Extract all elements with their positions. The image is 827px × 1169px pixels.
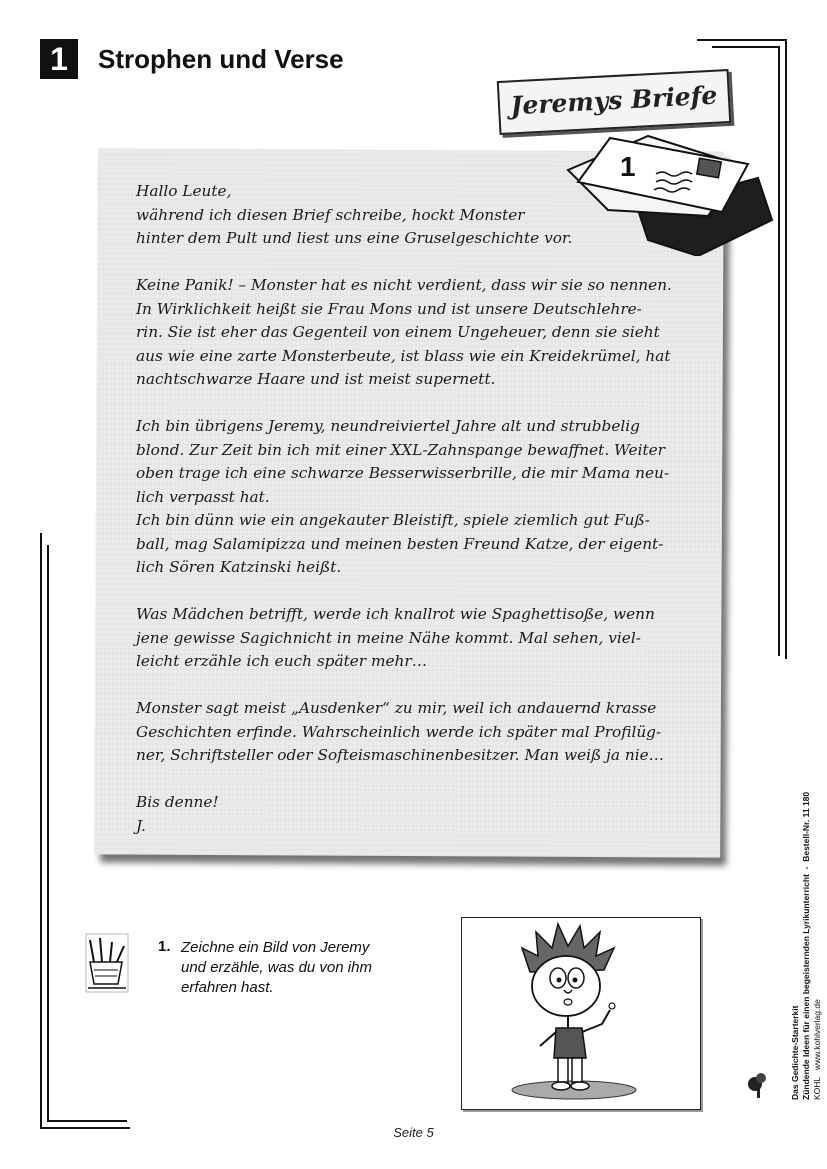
envelope-number: 1 xyxy=(620,151,636,182)
task-number: 1. xyxy=(158,938,171,955)
letter-paragraph: Monster sagt meist „Ausdenker“ zu mir, weil ich andauernd krasse Geschichten erfinde. Wahrscheinlich werde ich später mal Profilüg- ner, Schriftsteller oder Softeismaschinenbesitzer. Man weiß ja nie… xyxy=(136,699,664,764)
frame-line-right-inner xyxy=(778,46,780,656)
frame-line-bottom-inner xyxy=(47,1120,127,1122)
frame-line-left xyxy=(40,533,42,1129)
jeremy-illustration xyxy=(462,918,700,1109)
frame-line-top-inner xyxy=(712,46,780,48)
side-order-number: Bestell-Nr. 11 180 xyxy=(801,791,811,862)
frame-line-top xyxy=(697,39,787,41)
picture-frame xyxy=(461,917,701,1110)
task-instruction: Zeichne ein Bild von Jeremy und erzähle, was du von ihm erfahren hast. xyxy=(181,939,372,996)
side-website: www.kohlverlag.de xyxy=(812,999,822,1071)
sign-text: Jeremys Briefe xyxy=(509,80,719,121)
letter-paragraph: Hallo Leute, während ich diesen Brief schreibe, hockt Monster hinter dem Pult und liest uns eine Gruselgeschichte vor. xyxy=(136,182,573,247)
frame-line-left-inner xyxy=(47,545,49,1120)
letter-paragraph: Ich bin übrigens Jeremy, neundreiviertel Jahre alt und strubbelig blond. Zur Zeit bin ich mit einer XXL-Zahnspange bewaffnet. Weiter oben trage ich eine schwarze Besserwisserbrille, die mir Mama neu- lich verpasst hat. Ich bin dünn wie ein angekauter Bleistift, spiele ziemlich gut Fuß- ball, mag Salamipizza und meinen besten Freund Katze, der eigent- lich Sören Katzinski heißt. xyxy=(136,417,670,576)
side-subtitle: Zündende Ideen für einen begeisternden Lyrikunterricht xyxy=(801,874,811,1100)
jeremys-briefe-sign xyxy=(497,69,732,135)
frame-line-right xyxy=(785,39,787,659)
page-number: Seite 5 xyxy=(393,1125,434,1140)
publisher-logo-icon xyxy=(745,1060,779,1100)
side-publisher: KOHL xyxy=(812,1077,822,1100)
page-title: Strophen und Verse xyxy=(98,44,344,74)
chapter-number-badge: 1 xyxy=(40,39,78,79)
letter-signature: Bis denne! J. xyxy=(136,793,219,835)
letter-paragraph: Was Mädchen betrifft, werde ich knallrot wie Spaghettisoße, wenn jene gewisse Sagichnicht in meine Nähe kommt. Mal sehen, viel- leicht erzähle ich euch später mehr… xyxy=(136,605,655,670)
letter-body xyxy=(136,180,716,838)
pencil-cup-icon xyxy=(84,932,130,994)
side-publisher-info: Das Gedichte-Starterkit Zündende Ideen für einen begeisternden Lyrikunterricht - Bestell-Nr. 11 180 KOHL www.kohlverlag.de xyxy=(790,791,822,1100)
letter-paragraph: Keine Panik! – Monster hat es nicht verdient, dass wir sie so nennen. In Wirklichkeit heißt sie Frau Mons und ist unsere Deutschlehre- rin. Sie ist eher das Gegenteil von einem Ungeheuer, denn sie sieht aus wie eine zarte Monsterbeute, ist blass wie ein Kreidekrümel, hat nachtschwarze Haare und ist meist supernett. xyxy=(136,276,672,388)
side-title: Das Gedichte-Starterkit xyxy=(790,1005,800,1100)
